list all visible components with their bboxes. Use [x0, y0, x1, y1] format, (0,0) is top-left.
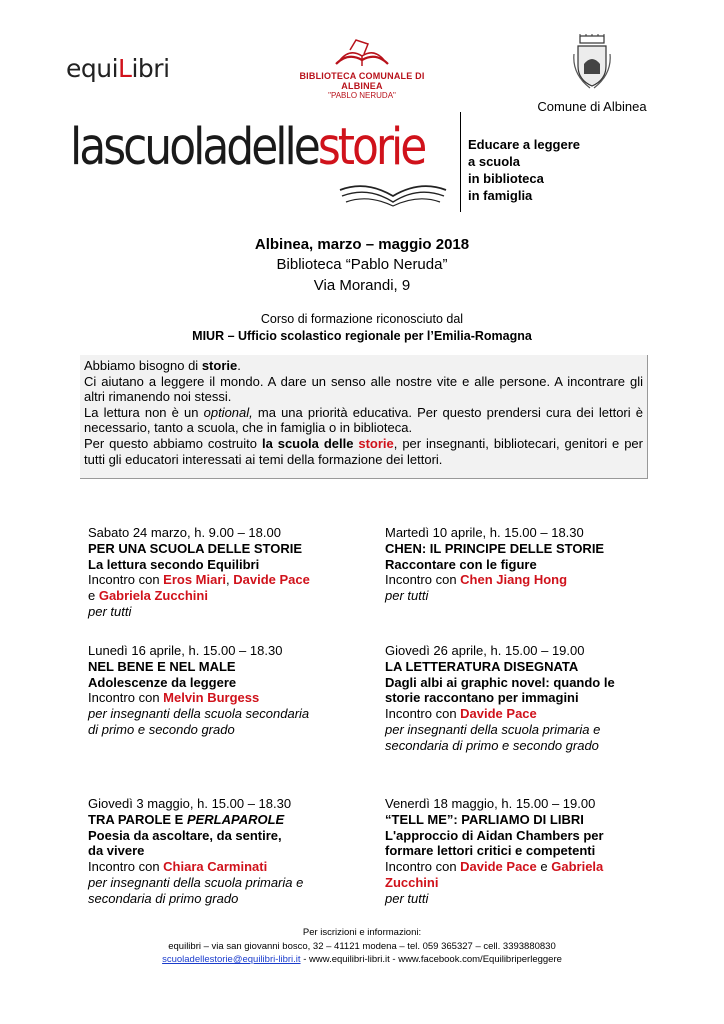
tagline-line: a scuola: [468, 154, 521, 169]
event-card: [385, 525, 685, 604]
title-part: TRA PAROLE E: [88, 811, 187, 827]
speaker-name: Zucchini: [385, 874, 439, 890]
separator: e: [536, 859, 552, 875]
event-title: CHEN: IL PRINCIPE DELLE STORIE: [385, 540, 605, 556]
intro-text: , per insegnanti, bibliotecari, genitori e per tutti gli educatori interessati ai temi della formazione dei lettori.: [84, 435, 643, 467]
event-title: [88, 812, 388, 828]
event-speakers: [385, 859, 685, 875]
speaker-name: Chen Jiang Hong: [460, 572, 568, 588]
intro-paragraph: [84, 405, 643, 436]
logo-text-1: equi: [66, 54, 119, 83]
speaker-name: Gabriela Zucchini: [98, 588, 208, 604]
footer-heading: Per iscrizioni e informazioni:: [302, 927, 422, 938]
intro-text: Per questo abbiamo costruito: [84, 435, 262, 451]
main-title: [70, 118, 424, 177]
venue-address: Via Morandi, 9: [313, 277, 411, 294]
event-dates: Albinea, marzo – maggio 2018: [254, 236, 470, 253]
incontro-label: Incontro con: [88, 690, 164, 706]
comune-block: [532, 34, 652, 114]
intro-emphasis: optional,: [203, 404, 253, 420]
event-audience: di primo e secondo grado: [88, 721, 235, 737]
event-card: [88, 796, 388, 907]
course-recognition: Corso di formazione riconosciuto dal: [260, 312, 464, 326]
footer-links: [0, 954, 724, 965]
book-icon: [338, 182, 448, 208]
event-subtitle: Poesia da ascoltare, da sentire,: [88, 827, 282, 843]
speaker-name: Chiara Carminati: [163, 859, 268, 875]
event-date: Lunedì 16 aprile, h. 15.00 – 18.30: [88, 643, 283, 658]
tagline-line: in biblioteca: [468, 171, 544, 186]
incontro-label: Incontro con: [88, 859, 164, 875]
event-date: Giovedì 26 aprile, h. 15.00 – 19.00: [385, 643, 585, 658]
biblioteca-logo: [283, 38, 441, 100]
incontro-label: Incontro con: [385, 572, 461, 588]
intro-text: La lettura non è un: [84, 404, 204, 420]
logo-text-3: ibri: [131, 54, 170, 83]
footer-contacts: equilibri – via san giovanni bosco, 32 – 41121 modena – tel. 059 365327 – cell. 3393880830: [168, 941, 556, 952]
event-subtitle: L'approccio di Aidan Chambers per: [385, 827, 604, 843]
event-card: [385, 796, 685, 907]
intro-box: [80, 355, 648, 479]
event-title: PER UNA SCUOLA DELLE STORIE: [88, 540, 303, 556]
venue-name: Biblioteca “Pablo Neruda”: [276, 256, 448, 273]
event-audience: per tutti: [385, 890, 429, 906]
speaker-name: Davide Pace: [233, 572, 310, 588]
event-audience: per insegnanti della scuola secondaria: [88, 706, 310, 722]
biblioteca-name: BIBLIOTECA COMUNALE DI ALBINEA: [299, 71, 425, 91]
biblioteca-subtitle: "PABLO NERUDA": [328, 91, 396, 100]
title-divider: [460, 112, 461, 212]
event-date: Venerdì 18 maggio, h. 15.00 – 19.00: [385, 796, 596, 811]
event-speakers: [88, 588, 388, 604]
event-title: “TELL ME”: PARLIAMO DI LIBRI: [385, 811, 584, 827]
tagline-line: Educare a leggere: [468, 137, 580, 152]
title-part-2: storie: [317, 118, 425, 177]
tagline: [468, 136, 580, 204]
incontro-label: Incontro con: [88, 572, 164, 588]
intro-paragraph: [84, 358, 643, 374]
separator: e: [88, 588, 99, 604]
logo-text-2: L: [118, 54, 132, 83]
event-audience: per insegnanti della scuola primaria e: [88, 874, 304, 890]
speaker-name: Davide Pace: [460, 859, 537, 875]
event-date: Martedì 10 aprile, h. 15.00 – 18.30: [385, 525, 584, 540]
event-title: NEL BENE E NEL MALE: [88, 658, 236, 674]
event-subtitle: storie raccontano per immagini: [385, 690, 579, 706]
intro-paragraph: [84, 436, 643, 467]
event-audience: secondaria di primo e secondo grado: [385, 737, 599, 753]
speaker-name: Davide Pace: [460, 706, 537, 722]
event-audience: per tutti: [88, 603, 132, 619]
separator: ,: [226, 572, 234, 588]
intro-emphasis: storie: [201, 358, 238, 373]
comune-label: Comune di Albinea: [537, 99, 647, 114]
event-subtitle: La lettura secondo Equilibri: [88, 556, 260, 572]
event-speakers: [385, 572, 685, 588]
speaker-name: Melvin Burgess: [163, 690, 260, 706]
event-date: Sabato 24 marzo, h. 9.00 – 18.00: [88, 525, 281, 540]
event-speakers: [88, 572, 388, 588]
intro-paragraph: Ci aiutano a leggere il mondo. A dare un senso alle nostre vite e alle persone. A incontrare gli altri rimanendo noi stessi.: [84, 373, 643, 405]
equilibri-logo: [66, 54, 170, 83]
event-title: LA LETTERATURA DISEGNATA: [385, 658, 579, 674]
intro-text: .: [237, 358, 241, 373]
intro-text: ma una priorità educativa. Per questo prendersi cura dei lettori è necessario, tanto a scuola, che in famiglia o in biblioteca.: [84, 404, 644, 436]
event-subtitle: da vivere: [88, 843, 145, 859]
event-speakers: [385, 706, 685, 722]
intro-text: Abbiamo bisogno di: [84, 358, 202, 373]
event-speakers: [88, 690, 388, 706]
tagline-line: in famiglia: [468, 188, 533, 203]
event-speakers: [88, 859, 388, 875]
footer-websites: - www.equilibri-libri.it - www.facebook.com/Equilibriperleggere: [300, 954, 562, 965]
title-part: PERLAPAROLE: [186, 811, 285, 827]
speaker-name: Eros Miari: [163, 572, 227, 588]
speaker-name: Gabriela: [551, 859, 604, 875]
intro-emphasis: la scuola delle: [261, 435, 359, 451]
event-card: [385, 643, 685, 754]
incontro-label: Incontro con: [385, 859, 461, 875]
coat-of-arms-icon: [572, 34, 612, 90]
open-book-icon: [330, 38, 394, 70]
event-card: [88, 525, 388, 620]
title-banner: [70, 112, 455, 212]
event-audience: per insegnanti della scuola primaria e: [385, 721, 601, 737]
event-subtitle: formare lettori critici e competenti: [385, 843, 596, 859]
event-date: Giovedì 3 maggio, h. 15.00 – 18.30: [88, 796, 292, 811]
event-subtitle: Dagli albi ai graphic novel: quando le: [385, 674, 615, 690]
title-part-1: lascuoladelle: [70, 118, 318, 177]
incontro-label: Incontro con: [385, 706, 461, 722]
email-link[interactable]: scuoladellestorie@equilibri-libri.it: [162, 954, 301, 965]
intro-emphasis: storie: [358, 435, 394, 451]
event-subtitle: Adolescenze da leggere: [88, 674, 237, 690]
event-card: [88, 643, 388, 738]
event-subtitle: Raccontare con le figure: [385, 556, 537, 572]
course-authority: MIUR – Ufficio scolastico regionale per l’Emilia-Romagna: [192, 329, 532, 343]
event-audience: secondaria di primo grado: [88, 890, 239, 906]
event-audience: per tutti: [385, 588, 429, 604]
